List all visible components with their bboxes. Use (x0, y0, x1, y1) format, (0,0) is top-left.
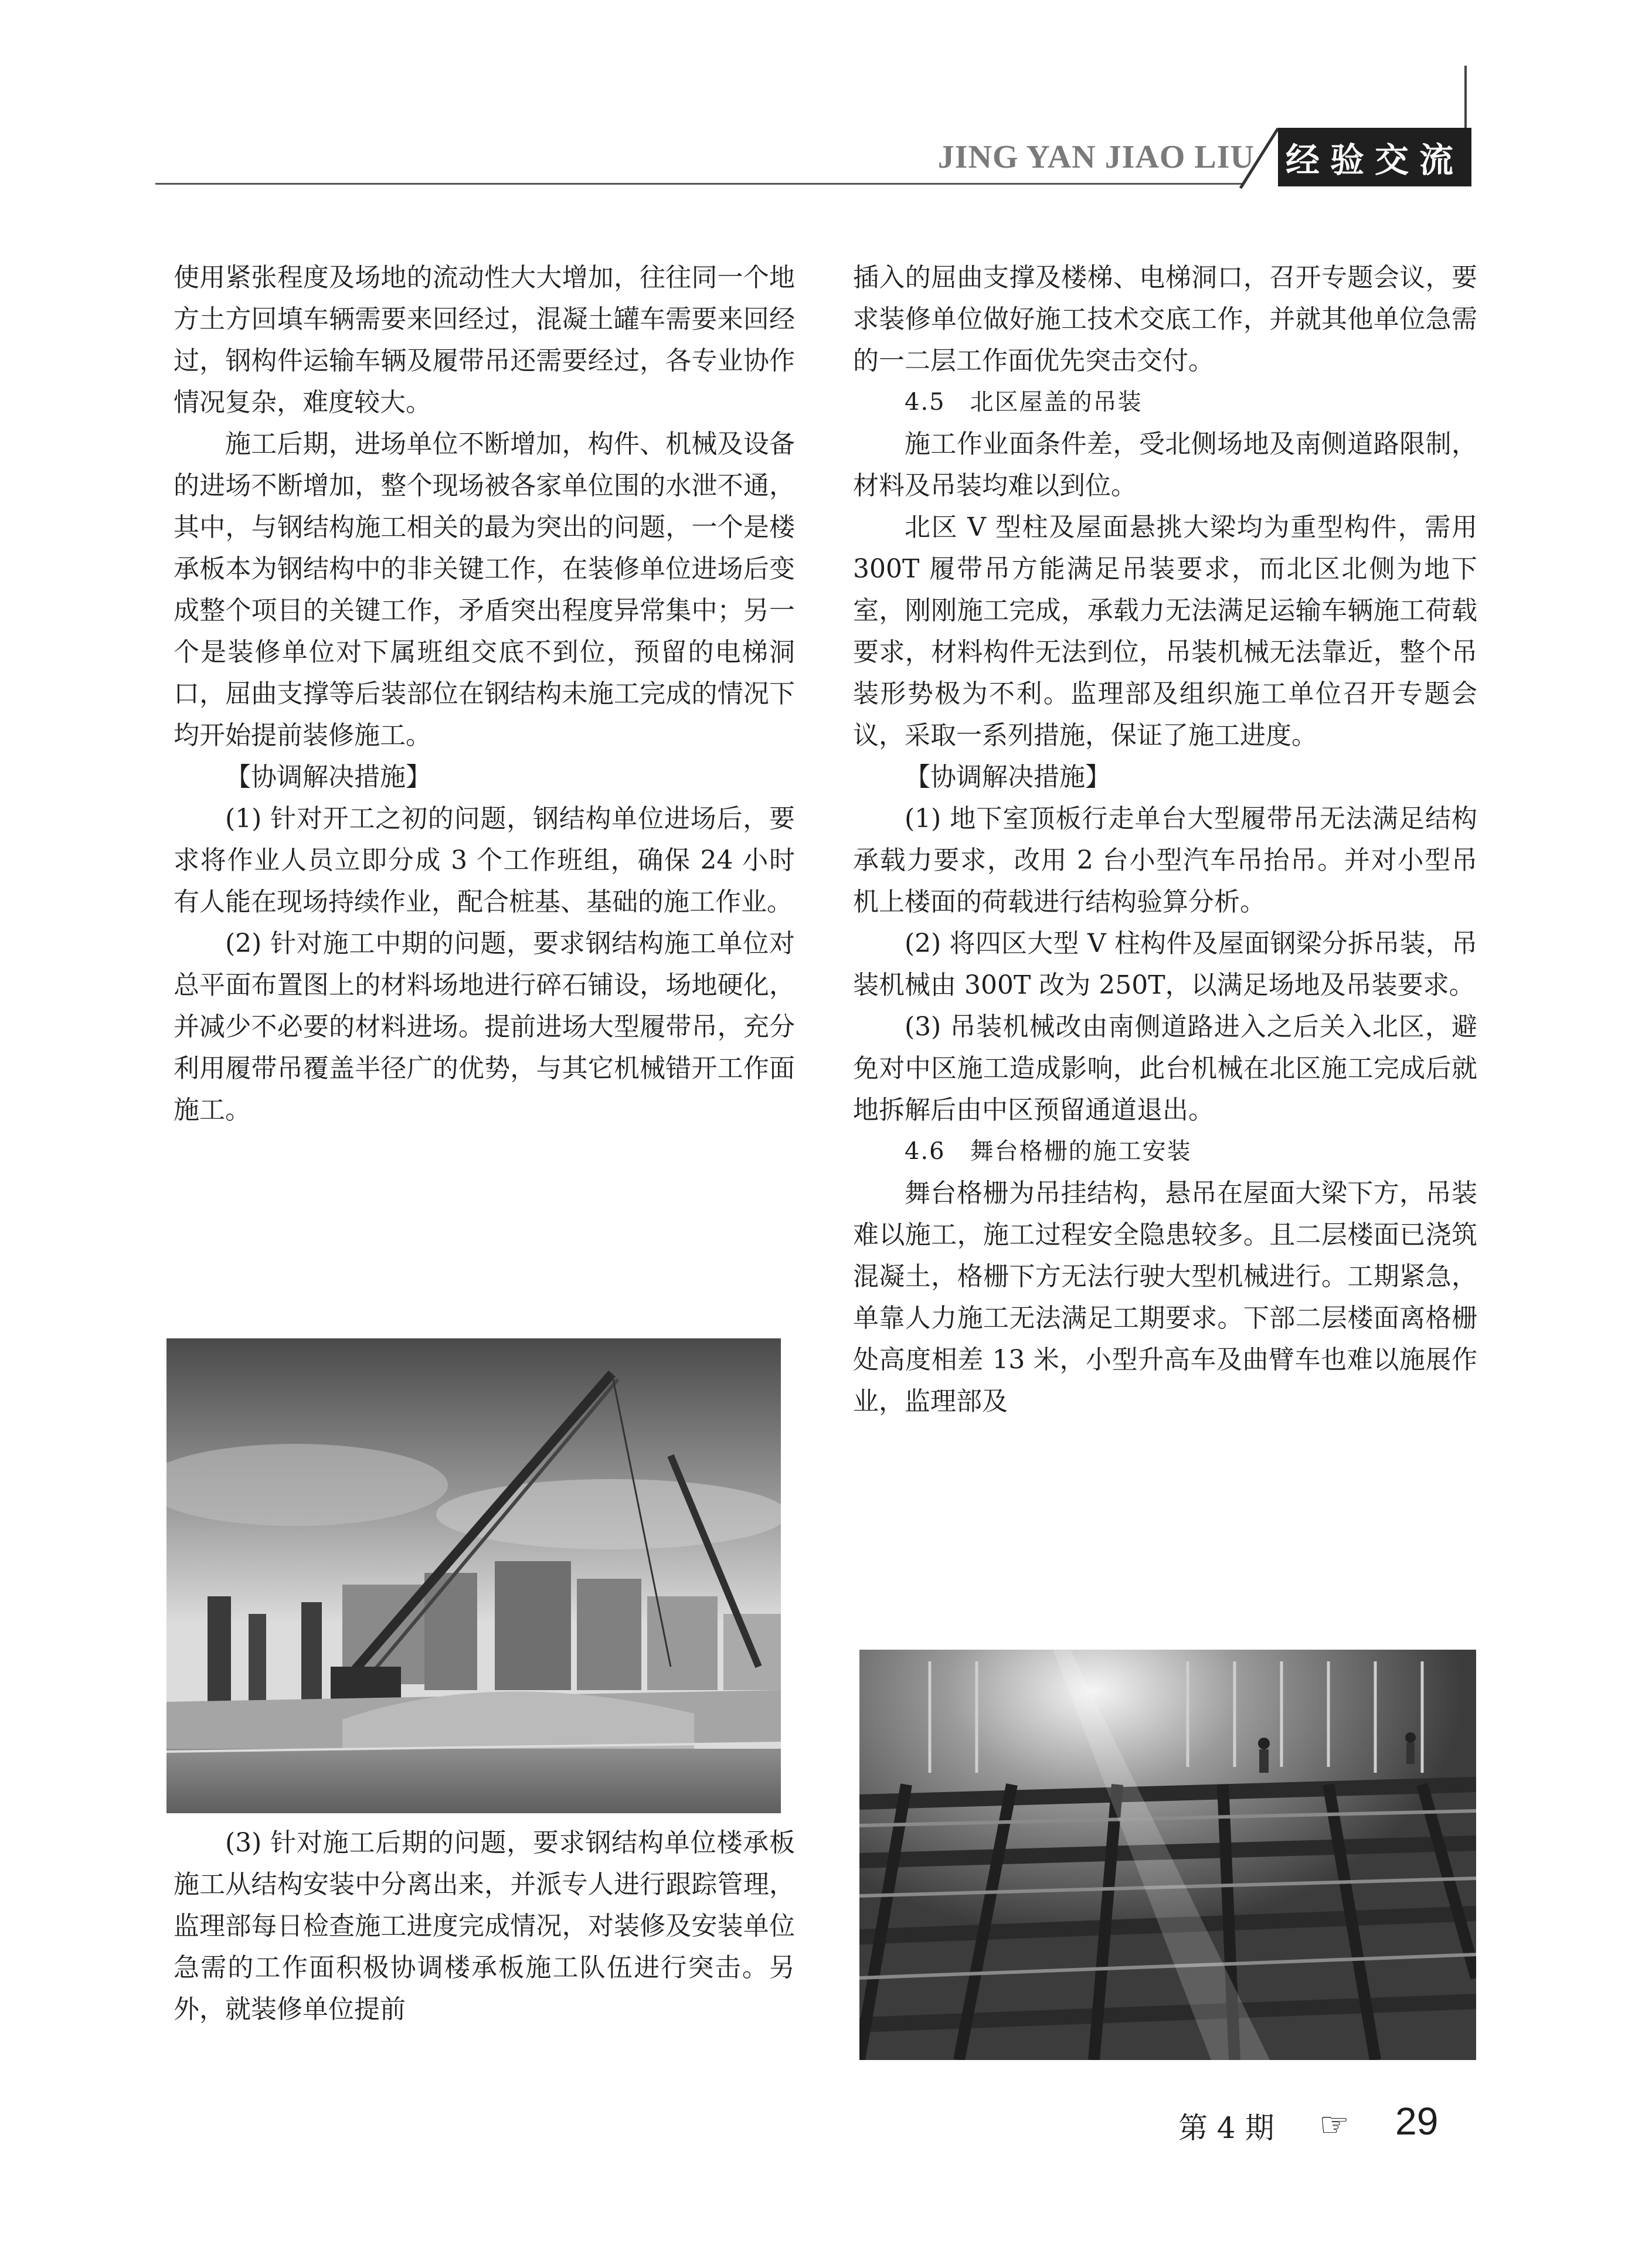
header-slash-decoration (1236, 126, 1283, 191)
page-number: 29 (1395, 2099, 1439, 2143)
left-heading-measures: 【协调解决措施】 (225, 762, 431, 792)
header-title-en: JING YAN JIAO LIU (937, 139, 1255, 175)
left-column (174, 257, 795, 1131)
left-paragraph-1: 使用紧张程度及场地的流动性大大增加，往往同一个地方土方回填车辆需要来回经过，混凝土罐车需要来回经过，钢构件运输车辆及履带吊还需要经过，各专业协作情况复杂，难度较大。 (174, 263, 795, 417)
header-title-cn: 经验交流 (1278, 128, 1471, 186)
section-heading-4-6: 4.6 舞台格栅的施工安装 (905, 1138, 1192, 1165)
right-paragraph-4: (1) 地下室顶板行走单台大型履带吊无法满足结构承载力要求，改用 2 台小型汽车吊抬吊。并对小型吊机上楼面的荷载进行结构验算分析。 (853, 804, 1477, 917)
left-column-bottom (174, 1822, 795, 2030)
right-paragraph-5: (2) 将四区大型 V 柱构件及屋面钢梁分拆吊装，吊装机械由 300T 改为 250T，以满足场地及吊装要求。 (853, 929, 1477, 1000)
left-paragraph-3: (1) 针对开工之初的问题，钢结构单位进场后，要求将作业人员立即分成 3 个工作班组，确保 24 小时有人能在现场持续作业，配合桩基、基础的施工作业。 (174, 804, 795, 917)
left-paragraph-5: (3) 针对施工后期的问题，要求钢结构单位楼承板施工从结构安装中分离出来，并派专人进行跟踪管理，监理部每日检查施工进度完成情况，对装修及安装单位急需的工作面积极协调楼承板施工队伍进行突击。另外，就装修单位提前 (174, 1828, 795, 2024)
left-paragraph-4: (2) 针对施工中期的问题，要求钢结构施工单位对总平面布置图上的材料场地进行碎石铺设，场地硬化，并减少不必要的材料进场。提前进场大型履带吊，充分利用履带吊覆盖半径广的优势，与其它机械错开工作面施工。 (174, 929, 795, 1125)
pointing-hand-icon: ☞ (1319, 2105, 1350, 2144)
left-paragraph-2: 施工后期，进场单位不断增加，构件、机械及设备的进场不断增加，整个现场被各家单位围的水泄不通，其中，与钢结构施工相关的最为突出的问题，一个是楼承板本为钢结构中的非关键工作，在装修单位进场后变成整个项目的关键工作，矛盾突出程度异常集中；另一个是装修单位对下属班组交底不到位，预留的电梯洞口，屈曲支撑等后装部位在钢结构未施工完成的情况下均开始提前装修施工。 (174, 429, 795, 750)
stage-grid-photo (859, 1650, 1476, 2060)
section-heading-4-5: 4.5 北区屋盖的吊装 (905, 389, 1143, 416)
right-column (853, 257, 1477, 1422)
header-corner-line (1464, 66, 1467, 130)
right-paragraph-7: 舞台格栅为吊挂结构，悬吊在屋面大梁下方，吊装难以施工，施工过程安全隐患较多。且二层楼面已浇筑混凝土，格栅下方无法行驶大型机械进行。工期紧急，单靠人力施工无法满足工期要求。下部二层楼面离格栅处高度相差 13 米，小型升高车及曲臂车也难以施展作业，监理部及 (853, 1178, 1477, 1416)
right-paragraph-2: 施工作业面条件差，受北侧场地及南侧道路限制，材料及吊装均难以到位。 (853, 429, 1477, 501)
header-rule (155, 183, 1243, 185)
right-paragraph-3: 北区 V 型柱及屋面悬挑大梁均为重型构件，需用 300T 履带吊方能满足吊装要求，而北区北侧为地下室，刚刚施工完成，承载力无法满足运输车辆施工荷载要求，材料构件无法到位，吊装机械无法靠近，整个吊装形势极为不利。监理部及组织施工单位召开专题会议，采取一系列措施，保证了施工进度。 (853, 512, 1477, 750)
issue-number: 第 4 期 (1178, 2111, 1274, 2145)
right-heading-measures: 【协调解决措施】 (905, 762, 1111, 792)
construction-site-photo (166, 1338, 781, 1813)
right-paragraph-1: 插入的屈曲支撑及楼梯、电梯洞口，召开专题会议，要求装修单位做好施工技术交底工作，并就其他单位急需的一二层工作面优先突击交付。 (853, 263, 1477, 376)
right-paragraph-6: (3) 吊装机械改由南侧道路进入之后关入北区，避免对中区施工造成影响，此台机械在北区施工完成后就地拆解后由中区预留通道退出。 (853, 1012, 1477, 1125)
